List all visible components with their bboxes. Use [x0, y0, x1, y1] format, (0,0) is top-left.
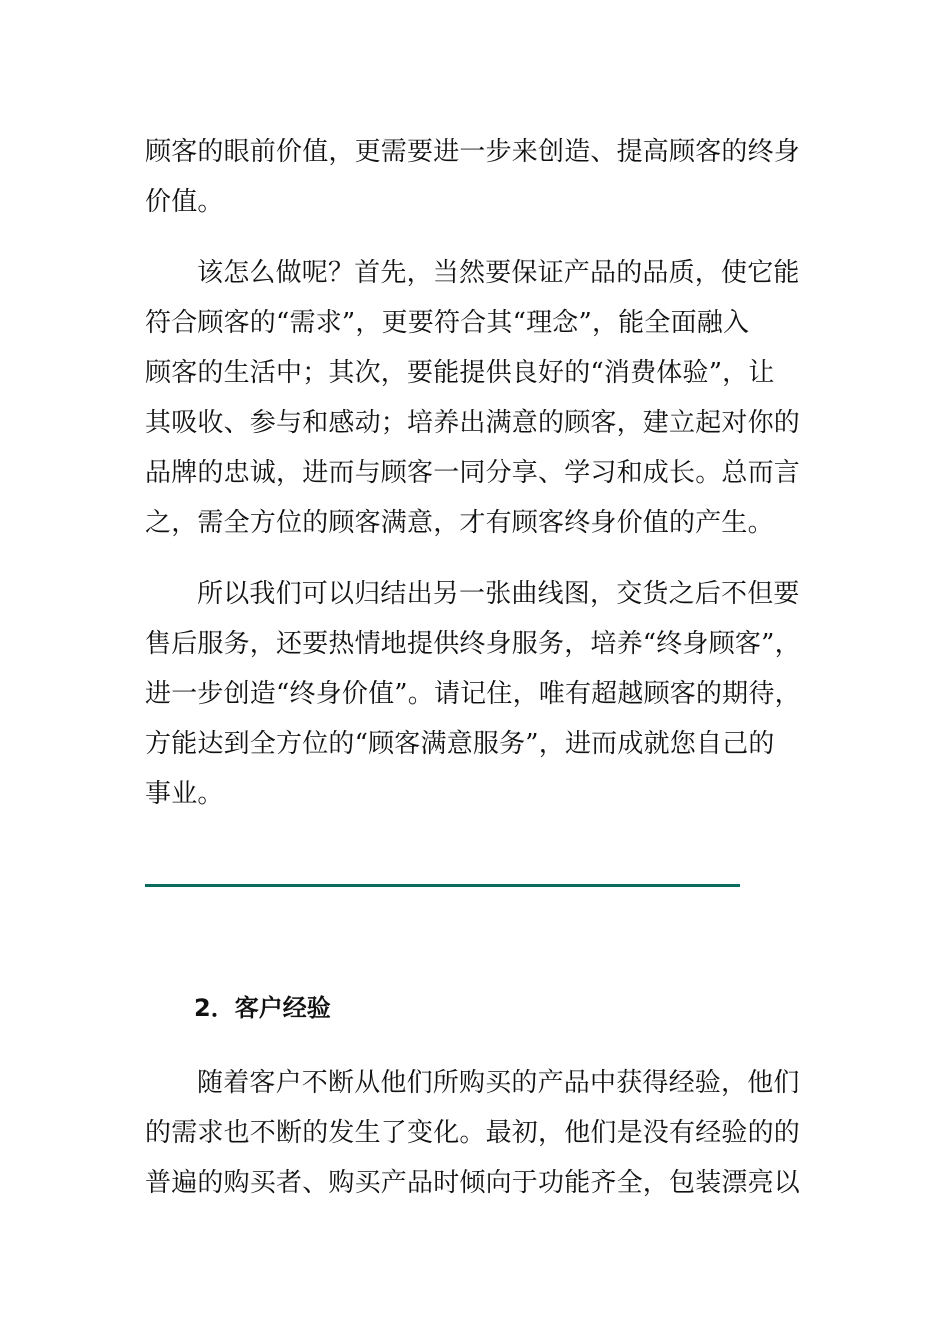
section-divider: [145, 884, 740, 887]
paragraph-line: 随着客户不断从他们所购买的产品中获得经验，他们: [197, 1068, 800, 1098]
paragraph-line: 进一步创造“终身价值”。请记住，唯有超越顾客的期待，: [145, 679, 801, 709]
paragraph-line: 售后服务，还要热情地提供终身服务，培养“终身顾客”，: [145, 629, 801, 659]
paragraph-line: 其吸收、参与和感动；培养出满意的顾客，建立起对你的: [145, 408, 801, 438]
paragraph-line: 品牌的忠诚，进而与顾客一同分享、学习和成长。总而言: [145, 458, 801, 488]
paragraph-line: 的需求也不断的发生了变化。最初，他们是没有经验的的: [145, 1118, 801, 1148]
paragraph-line: 方能达到全方位的“顾客满意服务”，进而成就您自己的: [145, 729, 775, 759]
paragraph-line: 价值。: [145, 187, 224, 217]
section-heading: 2．客户经验: [194, 994, 331, 1022]
paragraph-curve-summary: [145, 569, 801, 819]
paragraph-line: 事业。: [145, 779, 224, 809]
paragraph-line: 顾客的眼前价值，更需要进一步来创造、提高顾客的终身: [145, 137, 801, 167]
paragraph-customer-experience: [145, 1058, 801, 1208]
paragraph-line: 之，需全方位的顾客满意，才有顾客终身价值的产生。: [145, 508, 774, 538]
paragraph-how-to: [145, 248, 801, 548]
paragraph-line: 该怎么做呢？首先，当然要保证产品的品质，使它能: [197, 258, 800, 288]
paragraph-line: 普遍的购买者、购买产品时倾向于功能齐全，包装漂亮以: [145, 1168, 801, 1198]
paragraph-line: 符合顾客的“需求”，更要符合其“理念”，能全面融入: [145, 308, 750, 338]
paragraph-lifetime-value: [145, 127, 801, 227]
paragraph-line: 所以我们可以归结出另一张曲线图，交货之后不但要: [197, 579, 800, 609]
paragraph-line: 顾客的生活中；其次，要能提供良好的“消费体验”，让: [145, 358, 775, 388]
